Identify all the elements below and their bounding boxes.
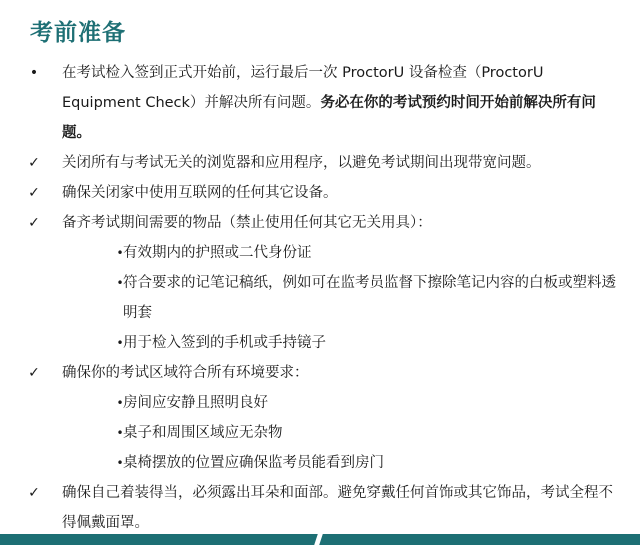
checklist xyxy=(0,58,640,538)
sub-list-item-text: 用于检入签到的手机或手持镜子 xyxy=(123,335,326,351)
list-item xyxy=(0,208,640,238)
bullet-icon: • xyxy=(29,65,39,81)
bullet-icon: • xyxy=(116,276,124,290)
sub-list-item xyxy=(0,328,640,358)
sub-list-item xyxy=(0,448,640,478)
list-item xyxy=(0,178,640,208)
bullet-icon: • xyxy=(116,246,124,260)
list-item-text: 确保关闭家中使用互联网的任何其它设备。 xyxy=(62,185,338,201)
sub-list-item-text: 桌椅摆放的位置应确保监考员能看到房门 xyxy=(123,455,384,471)
list-item-text: 备齐考试期间需要的物品（禁止使用任何其它无关用具）： xyxy=(62,215,432,231)
check-icon: ✓ xyxy=(28,485,40,501)
sub-list-item xyxy=(0,388,640,418)
check-icon: ✓ xyxy=(28,365,40,381)
list-item xyxy=(0,148,640,178)
sub-list-item xyxy=(0,268,640,328)
sub-list-item-text: 符合要求的记笔记稿纸，例如可在监考员监督下擦除笔记内容的白板或塑料透明套 xyxy=(123,275,616,321)
list-item-bold-text: 务必在你的考试预约时间开始前解决所有问题。 xyxy=(62,95,596,141)
list-item-text: 在考试检入签到正式开始前，运行最后一次 ProctorU 设备检查（ProctorU Equipment Check）并解决所有问题。 xyxy=(62,65,544,111)
sub-list-item-text: 房间应安静且照明良好 xyxy=(123,395,268,411)
check-icon: ✓ xyxy=(28,185,40,201)
list-item xyxy=(0,58,640,148)
page-title: 考前准备 xyxy=(30,20,126,46)
sub-list-item-text: 有效期内的护照或二代身份证 xyxy=(123,245,312,261)
sub-list-item xyxy=(0,418,640,448)
list-item-text: 关闭所有与考试无关的浏览器和应用程序，以避免考试期间出现带宽问题。 xyxy=(62,155,541,171)
check-icon: ✓ xyxy=(28,215,40,231)
bullet-icon: • xyxy=(116,456,124,470)
sub-list-item-text: 桌子和周围区域应无杂物 xyxy=(123,425,283,441)
list-item xyxy=(0,478,640,538)
list-item xyxy=(0,358,640,388)
check-icon: ✓ xyxy=(28,155,40,171)
sub-list-item xyxy=(0,238,640,268)
list-item-text: 确保自己着装得当，必须露出耳朵和面部。避免穿戴任何首饰或其它饰品，考试全程不得佩戴面罩。 xyxy=(62,485,613,531)
list-item-text: 确保你的考试区域符合所有环境要求： xyxy=(62,365,309,381)
bullet-icon: • xyxy=(116,426,124,440)
bullet-icon: • xyxy=(116,396,124,410)
bullet-icon: • xyxy=(116,336,124,350)
